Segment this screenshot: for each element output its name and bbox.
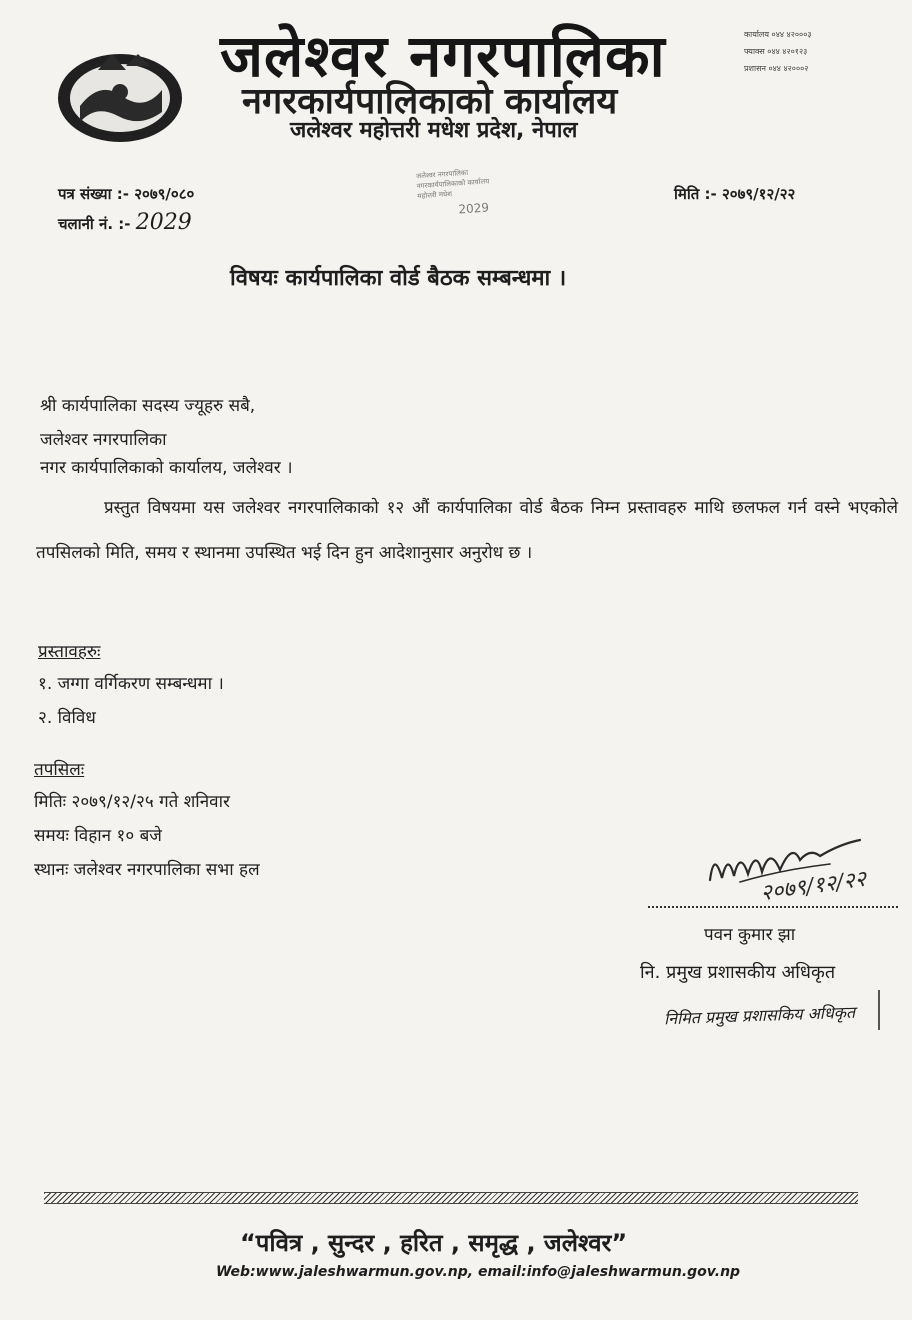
proposals-heading: प्रस्तावहरुः	[38, 642, 101, 662]
body-paragraph: प्रस्तुत विषयमा यस जलेश्वर नगरपालिकाको १२ औं कार्यपालिका वोर्ड बैठक निम्न प्रस्तावहरु माथि छलफल गर्न वस्ने भएकोले तपसिलको मिति, समय र स्थानमा उपस्थित भई दिन हुन आदेशानुसार अनुरोध छ ।	[36, 498, 898, 563]
contact-line: कार्यालय ०४४ ४२०००३	[744, 30, 812, 39]
signatory-title: नि. प्रमुख प्रशासकीय अधिकृत	[640, 962, 836, 983]
footer-slogan: “पवित्र , सुन्दर , हरित , समृद्ध , जलेश्वर”	[240, 1229, 628, 1257]
letter-number-label: पत्र संख्या :-	[58, 185, 129, 203]
signature-date: २०७९/१२/२२	[758, 866, 868, 907]
org-address: जलेश्वर महोत्तरी मधेश प्रदेश, नेपाल	[290, 118, 578, 143]
subject-line: विषयः कार्यपालिका वोर्ड बैठक सम्बन्धमा ।	[230, 266, 567, 291]
contact-line: प्रशासन ०४४ ४२०००२	[744, 64, 809, 73]
addressee-line: जलेश्वर नगरपालिका	[40, 430, 167, 450]
letter-date-label: मिति :-	[674, 185, 717, 203]
letter-date	[674, 184, 795, 204]
footer-web-email: Web:www.jaleshwarmun.gov.np, email:info@jaleshwarmun.gov.np	[216, 1264, 741, 1280]
org-name: जलेश्वर नगरपालिका	[220, 22, 666, 90]
letter-number	[58, 184, 194, 204]
office-name: नगरकार्यपालिकाको कार्यालय	[242, 81, 618, 122]
nepal-emblem-icon	[52, 40, 188, 152]
proposal-item: १. जग्गा वर्गिकरण सम्बन्धमा ।	[38, 674, 224, 694]
schedule-place: स्थानः जलेश्वर नगरपालिका सभा हल	[34, 860, 260, 880]
addressee-line: श्री कार्यपालिका सदस्य ज्यूहरु सबै,	[40, 396, 256, 416]
footer-divider	[44, 1192, 858, 1204]
schedule-date: मितिः २०७९/१२/२५ गते शनिवार	[34, 792, 230, 812]
proposal-item: २. विविध	[38, 708, 96, 728]
stamp-edge	[878, 990, 880, 1030]
dispatch-number-value: 2029	[135, 210, 192, 235]
signatory-stamp-title: निमित प्रमुख प्रशासकिय अधिकृत	[663, 1002, 856, 1029]
dispatch-number	[58, 210, 192, 235]
stamp-line: नगरकार्यपालिकाको कार्यालय	[416, 177, 490, 191]
stamp-line: महोत्तरी मधेश	[417, 189, 453, 201]
dispatch-number-label: चलानी नं. :-	[58, 215, 131, 233]
addressee-line: नगर कार्यपालिकाको कार्यालय, जलेश्वर ।	[40, 458, 293, 478]
schedule-time: समयः विहान १० बजे	[34, 826, 162, 846]
contact-info	[744, 26, 894, 77]
stamp-number: 2029	[457, 200, 490, 217]
letter-date-value: २०७९/१२/२२	[721, 185, 796, 203]
dispatch-stamp	[416, 165, 517, 242]
contact-line: फ्याक्स ०४४ ४२०१२३	[744, 47, 808, 56]
stamp-line: जलेश्वर नगरपालिका	[415, 168, 469, 181]
signatory-name: पवन कुमार झा	[704, 925, 796, 945]
schedule-heading: तपसिलः	[34, 760, 85, 780]
letter-number-value: २०७९/०८०	[134, 185, 195, 203]
